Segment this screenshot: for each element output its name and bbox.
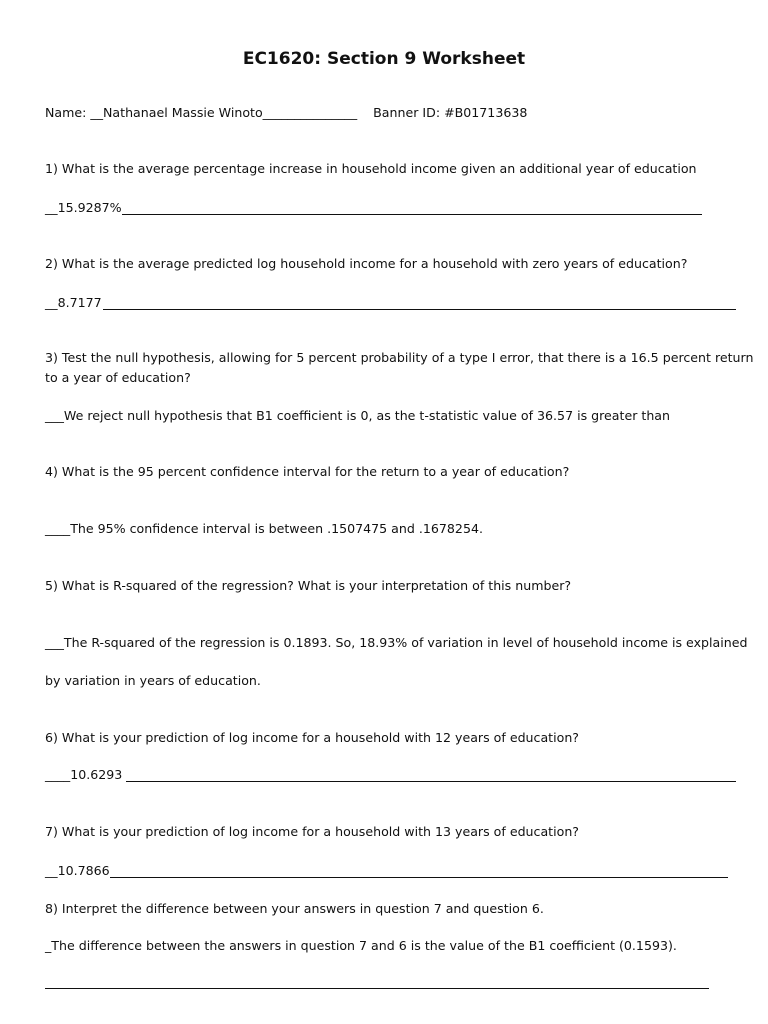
answer-7-underline <box>110 877 728 878</box>
worksheet-title: EC1620: Section 9 Worksheet <box>242 49 526 69</box>
question-5: 5) What is R-squared of the regression? What is your interpretation of this number? <box>45 578 572 593</box>
answer-2: __8.7177 <box>45 295 102 310</box>
answer-5-line-1: ___The R-squared of the regression is 0.1893. So, 18.93% of variation in level of household income is explained <box>45 635 748 650</box>
answer-6: ____10.6293 <box>45 767 123 782</box>
question-8: 8) Interpret the difference between your answers in question 7 and question 6. <box>45 901 544 916</box>
answer-4: ____The 95% confidence interval is between .1507475 and .1678254. <box>45 521 483 536</box>
question-6: 6) What is your prediction of log income for a household with 12 years of education? <box>45 730 579 745</box>
question-7: 7) What is your prediction of log income for a household with 13 years of education? <box>45 824 579 839</box>
answer-1: __15.9287% <box>45 200 122 215</box>
question-1: 1) What is the average percentage increase in household income given an additional year of education <box>45 161 697 176</box>
banner-id: Banner ID: #B01713638 <box>373 105 528 120</box>
answer-8: _The difference between the answers in question 7 and 6 is the value of the B1 coefficient (0.1593). <box>45 938 677 953</box>
answer-3: ___We reject null hypothesis that B1 coefficient is 0, as the t-statistic value of 36.57 is greater than <box>45 408 670 423</box>
answer-6-underline <box>126 781 736 782</box>
answer-1-underline <box>122 214 702 215</box>
answer-8-underline <box>45 988 709 989</box>
answer-2-underline <box>103 309 736 310</box>
question-2: 2) What is the average predicted log household income for a household with zero years of education? <box>45 256 688 271</box>
question-4: 4) What is the 95 percent confidence interval for the return to a year of education? <box>45 464 570 479</box>
header-row <box>45 105 527 120</box>
question-3-line-2: to a year of education? <box>45 370 191 385</box>
answer-7: __10.7866 <box>45 863 110 878</box>
question-3-line-1: 3) Test the null hypothesis, allowing for 5 percent probability of a type I error, that there is a 16.5 percent return <box>45 350 754 365</box>
answer-5-line-2: by variation in years of education. <box>45 673 261 688</box>
student-name: Name: __Nathanael Massie Winoto_______________ <box>45 105 358 120</box>
